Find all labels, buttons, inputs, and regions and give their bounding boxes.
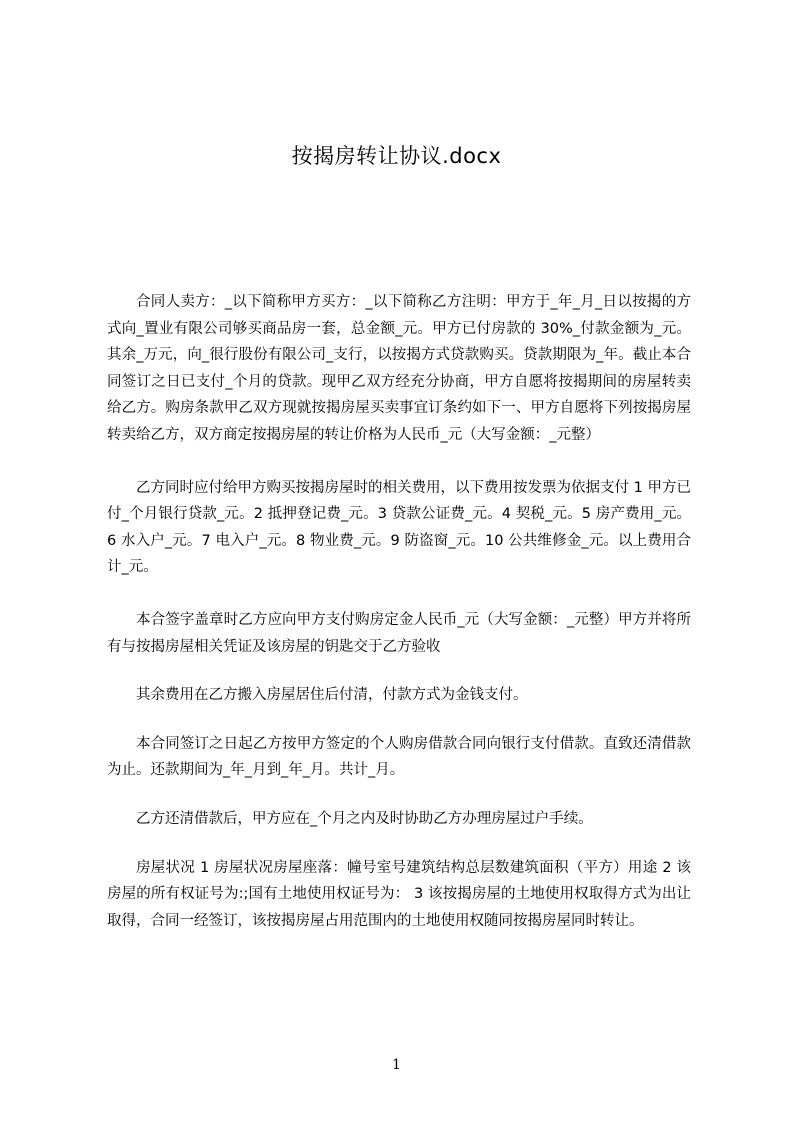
paragraph-contract-parties: 合同人卖方：_以下简称甲方买方：_以下简称乙方注明：甲方于_年_月_日以按揭的方式向_置业有限公司够买商品房一套，总金额_元。甲方已付房款的 30%_付款金额为_元。其余_万元，向_很行股份有限公司_支行，以按揭方式贷款购买。贷款期限为_年。截止本合同签订之日已支付_个月的贷款。现甲乙双方经充分协商，甲方自愿将按揭期间的房屋转卖给乙方。购房条款甲乙双方现就按揭房屋买卖事宜订条约如下一、甲方自愿将下列按揭房屋转卖给乙方，双方商定按揭房屋的转让价格为人民币_元（大写金额：_元整）	[107, 294, 691, 443]
paragraph-related-fees: 乙方同时应付给甲方购买按揭房屋时的相关费用，以下费用按发票为依据支付 1 甲方已付_个月银行贷款_元。2 抵押登记费_元。3 贷款公证费_元。4 契税_元。5 房产费用_元。6 水入户_元。7 电入户_元。8 物业费_元。9 防盗窗_元。10 公共维修金_元。以上费用合计_元。	[107, 479, 691, 576]
paragraph-remaining-payment: 其余费用在乙方搬入房屋居住后付清，付款方式为金钱支付。	[136, 687, 528, 704]
paragraph-loan-repayment: 本合同签订之日起乙方按甲方签定的个人购房借款合同向银行支付借款。直致还清借款为止。还款期间为_年_月到_年_月。共计_月。	[107, 735, 691, 779]
paragraph-property-status: 房屋状况 1 房屋状况房屋座落：幢号室号建筑结构总层数建筑面积（平方）用途 2 该房屋的所有权证号为:;国有土地使用权证号为： 3 该按揭房屋的土地使用权取得方式为出让取得，合同一经签订，该按揭房屋占用范围内的土地使用权随同按揭房屋同时转让。	[107, 859, 691, 929]
document-title: 按揭房转让协议.docx	[291, 144, 502, 168]
paragraph-deposit: 本合签字盖章时乙方应向甲方支付购房定金人民币_元（大写金额：_元整）甲方并将所有与按揭房屋相关凭证及该房屋的钥匙交于乙方验收	[107, 611, 691, 655]
page-number: 1	[392, 1057, 401, 1073]
document-body	[107, 289, 691, 934]
paragraph-transfer-procedure: 乙方还清借款后，甲方应在_个月之内及时协助乙方办理房屋过户手续。	[136, 810, 593, 827]
